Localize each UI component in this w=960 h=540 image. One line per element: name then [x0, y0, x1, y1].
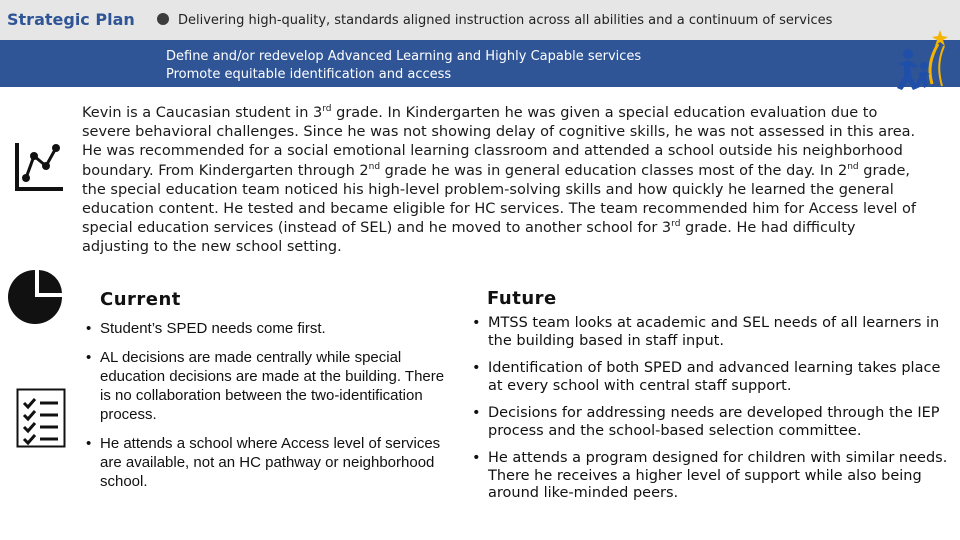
strategy-line-1: Define and/or redevelop Advanced Learning and Highly Capable services — [166, 49, 642, 64]
bullet-dot-icon — [157, 13, 169, 25]
plan-title: Strategic Plan — [7, 10, 135, 29]
current-list — [84, 319, 450, 501]
future-list — [470, 315, 952, 513]
pie-chart-icon — [6, 268, 64, 326]
list-item: • He attends a school where Access level of services are available, not an HC pathway or neighborhood school. — [84, 434, 450, 491]
list-item: • He attends a program designed for children with similar needs. There he receives a higher level of support while also being around like-minded peers. — [470, 450, 952, 503]
list-item: • Identification of both SPED and advanced learning takes place at every school with central staff support. — [470, 360, 952, 395]
goal-statement: Delivering high-quality, standards aligned instruction across all abilities and a continuum of services — [178, 13, 833, 28]
line-chart-icon — [14, 140, 66, 192]
current-heading: Current — [100, 289, 181, 310]
list-item: • Student’s SPED needs come first. — [84, 319, 450, 338]
students-star-logo-icon — [888, 24, 954, 94]
list-item: • MTSS team looks at academic and SEL needs of all learners in the building based in staff input. — [470, 315, 952, 350]
student-story-paragraph: Kevin is a Caucasian student in 3rd grade. In Kindergarten he was given a special education evaluation due to severe behavioral challenges. Since he was not showing delay of cognitive skills, he was not assessed in this area. He was recommended for a social emotional learning classroom and attended a school outside his neighborhood boundary. From Kindergarten through 2nd grade he was in general education classes most of the day. In 2nd grade, the special education team noticed his high-level problem-solving skills and how quickly he learned the general education content. He tested and became eligible for HC services. The team recommended him for Access level of special education services (instead of SEL) and he moved to another school for 3rd grade. He had difficulty adjusting to the new school setting. — [82, 104, 917, 256]
future-heading: Future — [487, 288, 557, 309]
strategy-line-2: Promote equitable identification and access — [166, 67, 452, 82]
checklist-icon — [16, 388, 66, 448]
list-item: • AL decisions are made centrally while special education decisions are made at the building. There is no collaboration between the two-identification process. — [84, 348, 450, 424]
list-item: • Decisions for addressing needs are developed through the IEP process and the school-based selection committee. — [470, 405, 952, 440]
